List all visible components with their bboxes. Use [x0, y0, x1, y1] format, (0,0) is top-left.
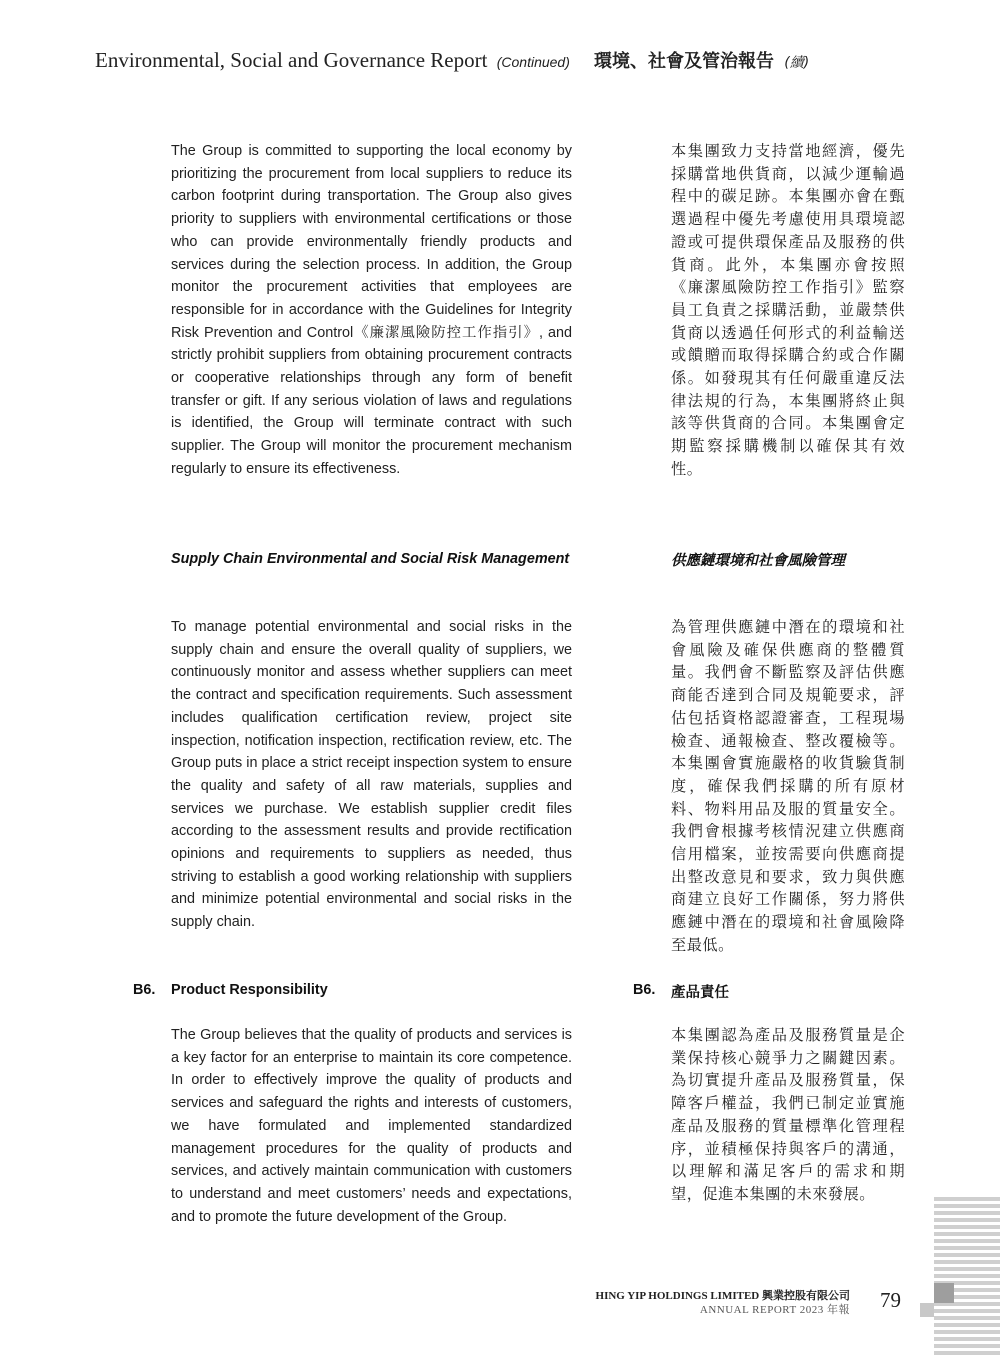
section-number-en: B6.	[133, 982, 156, 998]
decorative-stripes	[934, 1197, 1000, 1357]
section-title-zh: 產品責任	[671, 985, 729, 1001]
header-title-en: Environmental, Social and Governance Report	[95, 48, 488, 72]
supplier-paragraph-en: The Group is committed to supporting the local economy by prioritizing the procurement from local suppliers to reduce its carbon footprint during transportation. The Group also gives priority to suppliers with environmental certifications or those who can provide environmentally friendly products and services during the selection process. In addition, the Group monitor the procurement activities that employees are responsible for in accordance with the Guidelines for Integrity Risk Prevention and Control《廉潔風險防控工作指引》, and strictly prohibit suppliers from obtaining procurement contracts or cooperative relationships through any form of benefit transfer or gift. If any serious violation of laws and regulations is identified, the Group will terminate contract with such supplier. The Group will monitor the procurement mechanism regularly to ensure its effectiveness.	[171, 143, 572, 477]
risk-paragraph-en: To manage potential environmental and social risks in the supply chain and ensure the overall quality of suppliers, we continuously monitor and assess whether suppliers can meet the contract and specification requirements. Such assessment includes qualification certification review, project site inspection, notification inspection, rectification review, etc. The Group puts in place a strict receipt inspection system to ensure the quality and safety of all raw materials, supplies and services we purchase. We establish supplier credit files according to the assessment results and provide rectification opinions and requirements to suppliers as needed, thus striving to establish a good working relationship with suppliers and minimize potential environmental and social risks in the supply chain.	[171, 619, 572, 931]
page-header-zh	[594, 47, 809, 73]
decorative-square-dark	[934, 1283, 954, 1303]
product-paragraph-en: The Group believes that the quality of products and services is a key factor for an enterprise to maintain its core competence. In order to effectively improve the quality of products and services and safeguard the rights and interests of customers, we have formulated and implemented standardized management procedures for the quality of products and services, and actively maintain communication with customers to understand and meet customers’ needs and expectations, and to promote the future development of the Group.	[171, 1027, 572, 1225]
decorative-square-light	[920, 1303, 934, 1317]
section-title-en: Product Responsibility	[171, 982, 328, 998]
product-paragraph-zh: 本集團認為產品及服務質量是企業保持核心競爭力之關鍵因素。為切實提升產品及服務質量，保障客戶權益，我們已制定並實施產品及服務的質量標準化管理程序，並積極保持與客戶的溝通，以理解和滿足客戶的需求和期望，促進本集團的未來發展。	[671, 1026, 905, 1203]
risk-heading-zh: 供應鏈環境和社會風險管理	[671, 553, 845, 569]
header-continued-zh: (續)	[784, 55, 810, 71]
header-continued-en: (Continued)	[496, 54, 570, 70]
risk-paragraph-zh: 為管理供應鏈中潛在的環境和社會風險及確保供應商的整體質量。我們會不斷監察及評估供應商能否達到合同及規範要求，評估包括資格認證審查，工程現場檢查、通報檢查、整改覆檢等。本集團會實施嚴格的收貨驗貨制度，確保我們採購的所有原材料、物料用品及服的質量安全。我們會根據考核情況建立供應商信用檔案，並按需要向供應商提出整改意見和要求，致力與供應商建立良好工作關係，努力將供應鏈中潛在的環境和社會風險降至最低。	[671, 618, 905, 954]
header-title-zh: 環境、社會及管治報告	[594, 51, 774, 72]
page-header-en	[95, 48, 570, 76]
footer-company-name: HING YIP HOLDINGS LIMITED 興業控股有限公司	[595, 1290, 850, 1302]
supplier-paragraph-zh: 本集團致力支持當地經濟，優先採購當地供貨商，以減少運輸過程中的碳足跡。本集團亦會在甄選過程中優先考慮使用具環境認證或可提供環保產品及服務的供貨商。此外，本集團亦會按照《廉潔風險防控工作指引》監察員工負責之採購活動，並嚴禁供貨商以透過任何形式的利益輸送或饋贈而取得採購合約或合作關係。如發現其有任何嚴重違反法律法規的行為，本集團將終止與該等供貨商的合同。本集團會定期監察採購機制以確保其有效性。	[671, 142, 905, 478]
risk-heading-en: Supply Chain Environmental and Social Risk Management	[171, 551, 570, 567]
page-number: 79	[880, 1288, 901, 1312]
footer-report-name: ANNUAL REPORT 2023 年報	[699, 1304, 850, 1316]
section-number-zh: B6.	[633, 982, 656, 998]
